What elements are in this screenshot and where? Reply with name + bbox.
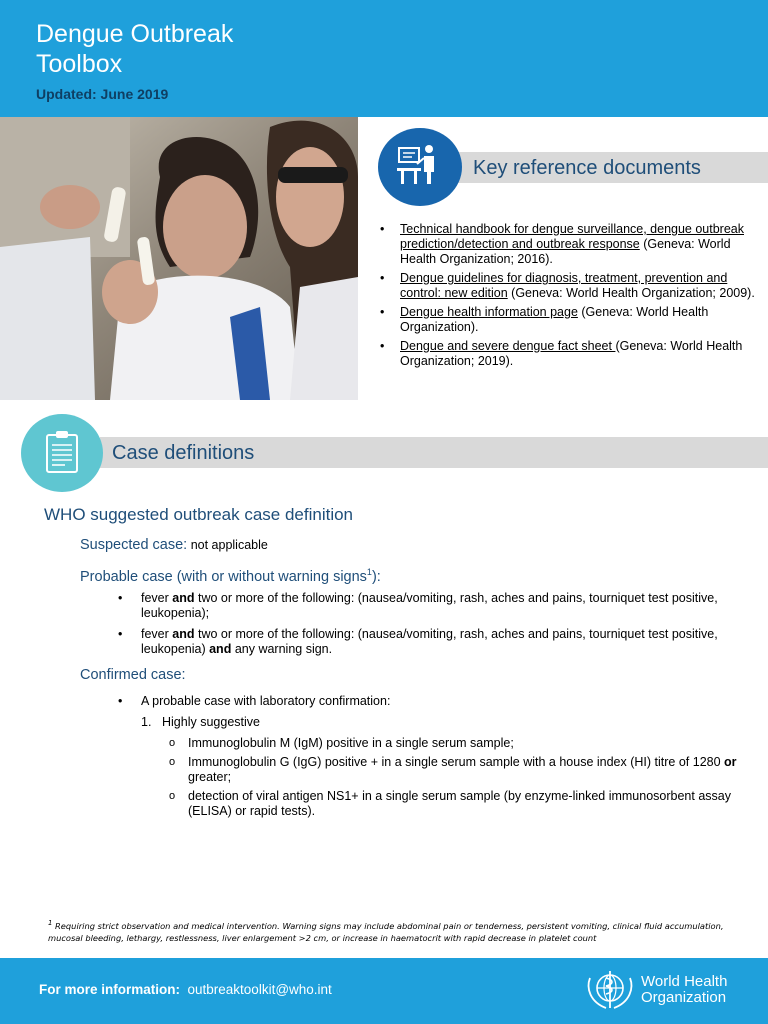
item-text: detection of viral antigen NS1+ in a single serum sample (by enzyme-linked immunosorbent assay (ELISA) or rapid tests). [188,789,731,818]
reference-link[interactable]: Technical handbook for dengue surveillance, dengue outbreak prediction/detection and outbreak response [400,222,744,251]
probable-case-suffix: ): [371,568,381,585]
case-definitions-title: Case definitions [112,442,255,464]
item-text: greater; [188,770,232,784]
reference-source: (Geneva: World Health Organization). [400,305,709,334]
confirmed-case-list [118,694,748,823]
item-text: fever [141,591,173,605]
reference-item [380,339,755,369]
sub-list-item [165,789,748,819]
list-item [118,627,748,657]
sub-list-item [165,755,748,785]
reference-item [380,222,755,267]
reference-link[interactable]: Dengue and severe dengue fact sheet [400,339,616,353]
footnote-marker: 1 [366,567,372,577]
item-bold: and [172,591,195,605]
who-emblem-graphic [584,968,636,1012]
reference-list [380,222,755,373]
reference-item [380,305,755,335]
org-name-line-1: World Health [641,973,728,990]
numbered-label: Highly suggestive [162,715,260,729]
item-text: any warning sign. [231,642,333,656]
suspected-case-value: not applicable [187,538,268,552]
who-emblem-icon [584,968,636,1017]
suspected-case [80,536,268,554]
item-text: A probable case with laboratory confirmation: [141,694,391,708]
contact-email-link[interactable]: outbreaktoolkit@who.int [187,982,332,997]
sub-list-item [165,736,748,751]
reference-item [380,271,755,301]
item-bold: and [172,627,195,641]
page-title [36,19,233,79]
presenter-board-icon [395,142,445,192]
clipboard-icon [45,430,79,474]
numbered-marker: 1. [141,715,152,729]
probable-case-list [118,591,748,663]
more-information [39,981,332,999]
reference-link[interactable]: Dengue health information page [400,305,578,319]
key-references-title: Key reference documents [473,157,701,179]
list-item [118,694,748,819]
reference-source: (Geneva: World Health Organization; 2009). [507,286,755,300]
case-definitions-badge [21,414,103,492]
more-info-label: For more information: [39,982,180,997]
item-text: fever [141,627,173,641]
title-line-2: Toolbox [36,50,123,78]
item-text: two or more of the following: (nausea/vomiting, rash, aches and pains, tourniquet test positive, leukopenia) [141,627,718,656]
item-bold: and [209,642,232,656]
suspected-case-label: Suspected case: [80,537,188,553]
who-organization-name [641,974,727,1006]
list-item [118,591,748,621]
reference-link[interactable]: Dengue guidelines for diagnosis, treatment, prevention and control: new edition [400,271,728,300]
item-text: Immunoglobulin G (IgG) positive + in a single serum sample with a house index (HI) titre of 1280 [188,755,725,769]
probable-case-heading [80,563,381,586]
confirmed-case-heading: Confirmed case: [80,667,186,683]
footnote-text: Requiring strict observation and medical intervention. Warning signs may include abdominal pain or tenderness, persistent vomiting, clinical fluid accumulation, mucosal bleeding, lethargy, restlessness, liver enlargement >2 cm, or increase in haematocrit with rapid decrease in platelet count [48,920,724,943]
key-references-badge [378,128,462,206]
reference-source: (Geneva: World Health Organization; 2019). [400,339,743,368]
who-case-definition-heading: WHO suggested outbreak case definition [44,505,354,524]
updated-date: Updated: June 2019 [36,86,169,102]
photo-illustration [0,117,358,400]
item-bold: or [724,755,737,769]
item-text: two or more of the following: (nausea/vomiting, rash, aches and pains, tourniquet test positive, leukopenia); [141,591,718,620]
sub-list [165,736,748,819]
title-line-1: Dengue Outbreak [36,20,234,48]
item-text: Immunoglobulin M (IgM) positive in a single serum sample; [188,736,514,750]
footnote [48,917,728,944]
probable-case-label: Probable case (with or without warning signs [80,568,367,585]
footnote-number: 1 [48,919,53,927]
numbered-item [141,715,748,819]
org-name-line-2: Organization [641,989,727,1006]
lab-workers-photo [0,117,358,400]
reference-source: (Geneva: World Health Organization; 2016). [400,237,731,266]
